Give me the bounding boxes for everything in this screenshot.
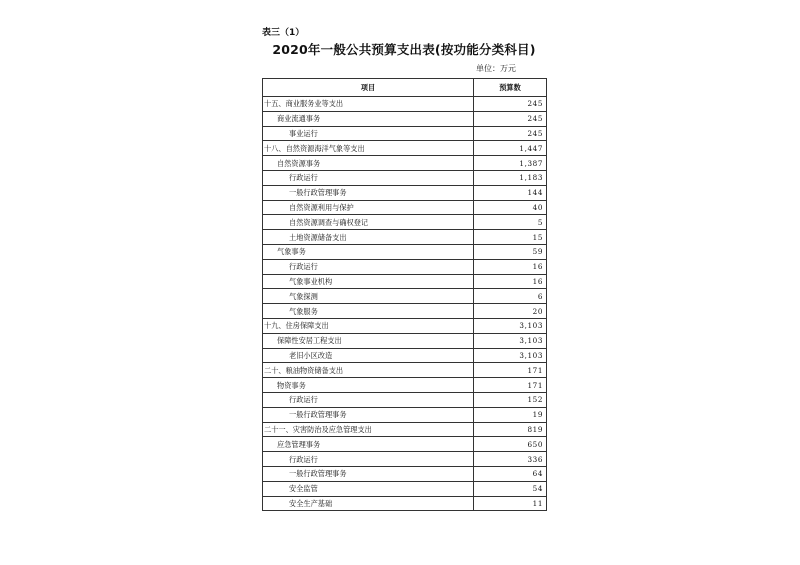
- table-row: [263, 452, 547, 467]
- row-amount: 15: [474, 230, 547, 245]
- row-amount: 152: [474, 392, 547, 407]
- budget-table: [262, 78, 547, 511]
- row-amount: 171: [474, 378, 547, 393]
- page-title: 2020年一般公共预算支出表(按功能分类科目): [272, 42, 536, 57]
- table-row: [263, 97, 547, 112]
- table-number: 表三（1）: [262, 28, 305, 38]
- row-amount: 54: [474, 481, 547, 496]
- unit-label: 单位：万元: [476, 64, 516, 73]
- table-row: [263, 333, 547, 348]
- table-row: [263, 185, 547, 200]
- table-header-row: [263, 79, 547, 97]
- header-amount: 预算数: [474, 79, 547, 97]
- row-amount: 1,447: [474, 141, 547, 156]
- row-amount: 20: [474, 304, 547, 319]
- row-amount: 64: [474, 466, 547, 481]
- table-row: [263, 437, 547, 452]
- table-row: [263, 466, 547, 481]
- row-item: 保障性安居工程支出: [263, 333, 474, 348]
- row-item: 十五、商业服务业等支出: [263, 97, 474, 112]
- row-item: 气象服务: [263, 304, 474, 319]
- row-amount: 59: [474, 244, 547, 259]
- table-row: [263, 244, 547, 259]
- table-row: [263, 318, 547, 333]
- row-amount: 819: [474, 422, 547, 437]
- row-item: 自然资源利用与保护: [263, 200, 474, 215]
- table-row: [263, 378, 547, 393]
- table-row: [263, 274, 547, 289]
- row-item: 土地资源储备支出: [263, 230, 474, 245]
- row-amount: 245: [474, 97, 547, 112]
- row-item: 二十一、灾害防治及应急管理支出: [263, 422, 474, 437]
- row-item: 行政运行: [263, 259, 474, 274]
- row-item: 一般行政管理事务: [263, 466, 474, 481]
- row-amount: 16: [474, 274, 547, 289]
- row-amount: 3,103: [474, 318, 547, 333]
- row-amount: 6: [474, 289, 547, 304]
- row-item: 安全生产基础: [263, 496, 474, 511]
- table-row: [263, 215, 547, 230]
- row-item: 安全监管: [263, 481, 474, 496]
- row-amount: 650: [474, 437, 547, 452]
- table-row: [263, 126, 547, 141]
- row-amount: 3,103: [474, 348, 547, 363]
- table-row: [263, 111, 547, 126]
- row-item: 气象事务: [263, 244, 474, 259]
- row-item: 物资事务: [263, 378, 474, 393]
- row-item: 商业流通事务: [263, 111, 474, 126]
- row-amount: 245: [474, 111, 547, 126]
- table-row: [263, 200, 547, 215]
- row-item: 十八、自然资源海洋气象等支出: [263, 141, 474, 156]
- table-row: [263, 141, 547, 156]
- table-row: [263, 259, 547, 274]
- row-item: 行政运行: [263, 392, 474, 407]
- table-body: [263, 97, 547, 511]
- row-item: 行政运行: [263, 452, 474, 467]
- row-item: 一般行政管理事务: [263, 185, 474, 200]
- row-amount: 1,387: [474, 156, 547, 171]
- table-row: [263, 156, 547, 171]
- row-amount: 336: [474, 452, 547, 467]
- table-row: [263, 304, 547, 319]
- row-amount: 11: [474, 496, 547, 511]
- table-row: [263, 363, 547, 378]
- row-item: 十九、住房保障支出: [263, 318, 474, 333]
- row-item: 气象探测: [263, 289, 474, 304]
- row-amount: 16: [474, 259, 547, 274]
- row-item: 自然资源事务: [263, 156, 474, 171]
- table-row: [263, 407, 547, 422]
- row-item: 自然资源调查与确权登记: [263, 215, 474, 230]
- row-item: 行政运行: [263, 170, 474, 185]
- row-amount: 3,103: [474, 333, 547, 348]
- row-amount: 245: [474, 126, 547, 141]
- table-row: [263, 289, 547, 304]
- row-item: 应急管理事务: [263, 437, 474, 452]
- row-item: 气象事业机构: [263, 274, 474, 289]
- row-item: 二十、粮油物资储备支出: [263, 363, 474, 378]
- row-amount: 19: [474, 407, 547, 422]
- row-item: 一般行政管理事务: [263, 407, 474, 422]
- table-row: [263, 481, 547, 496]
- table-row: [263, 170, 547, 185]
- table-row: [263, 230, 547, 245]
- table-row: [263, 348, 547, 363]
- row-amount: 171: [474, 363, 547, 378]
- table-row: [263, 496, 547, 511]
- row-item: 事业运行: [263, 126, 474, 141]
- row-amount: 5: [474, 215, 547, 230]
- row-amount: 1,183: [474, 170, 547, 185]
- row-item: 老旧小区改造: [263, 348, 474, 363]
- row-amount: 40: [474, 200, 547, 215]
- table-row: [263, 392, 547, 407]
- table-row: [263, 422, 547, 437]
- row-amount: 144: [474, 185, 547, 200]
- header-item: 项目: [263, 79, 474, 97]
